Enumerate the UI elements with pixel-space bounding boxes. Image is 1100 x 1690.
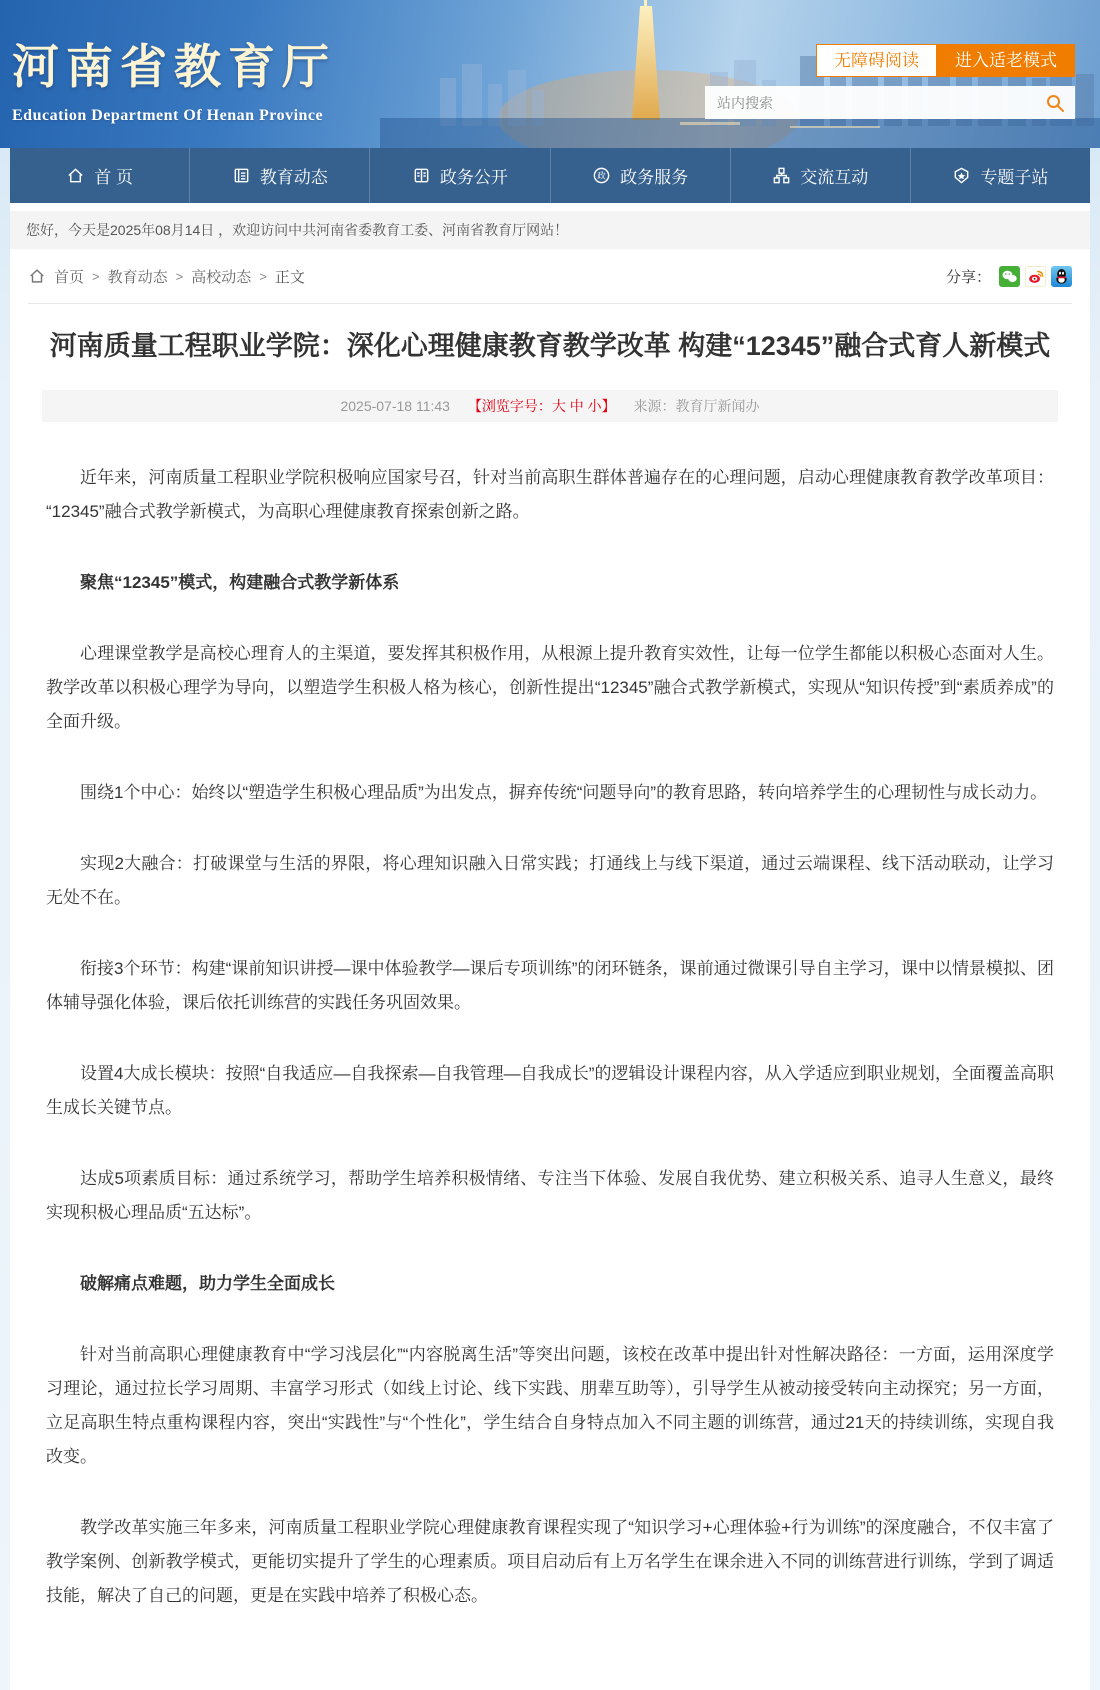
breadcrumb-trail — [28, 266, 305, 287]
greeting-text: 您好，今天是2025年08月14日 ，欢迎访问中共河南省委教育工委、河南省教育厅网站！ — [26, 222, 569, 238]
breadcrumb-item-education-news[interactable]: 教育动态 — [107, 268, 168, 286]
section-subtitle: 聚焦“12345”模式，构建融合式教学新体系 — [80, 572, 400, 592]
breadcrumb-home-icon[interactable] — [28, 267, 46, 285]
paragraph: 心理课堂教学是高校心理育人的主渠道，要发挥其积极作用，从根源上提升教育实效性，让每一位学生都能以积极心态面对人生。教学改革以积极心理学为导向，以塑造学生积极人格为核心，创新性提出“12345”融合式教学新模式，实现从“知识传授”到“素质养成”的全面升级。 — [46, 643, 1054, 731]
nav-label: 政务服务 — [620, 168, 689, 187]
search-icon[interactable] — [1045, 93, 1065, 113]
nav-item-interaction[interactable] — [731, 148, 911, 203]
nav-item-education-news[interactable] — [190, 148, 370, 203]
banner-tools — [705, 44, 1075, 119]
site-search-box — [705, 86, 1075, 119]
wechat-share-icon[interactable] — [999, 266, 1020, 287]
site-logo-english: Education Department Of Henan Province — [12, 107, 324, 124]
article-source: 来源：教育厅新闻办 — [633, 397, 760, 414]
share-bar — [946, 266, 1072, 287]
weibo-share-icon[interactable] — [1025, 266, 1046, 287]
nav-item-gov-open[interactable] — [370, 148, 550, 203]
site-banner — [0, 0, 1100, 148]
nav-label: 首 页 — [94, 168, 133, 187]
gov-service-icon — [592, 166, 611, 185]
nav-item-home[interactable] — [10, 148, 190, 203]
breadcrumb-item-current: 正文 — [274, 268, 305, 286]
paragraph: 设置4大成长模块：按照“自我适应—自我探索—自我管理—自我成长”的逻辑设计课程内容，从入学适应到职业规划，全面覆盖高职生成长关键节点。 — [46, 1063, 1054, 1117]
nav-label: 专题子站 — [980, 168, 1049, 187]
paragraph: 围绕1个中心：始终以“塑造学生积极心理品质”为出发点，摒弃传统“问题导向”的教育思路，转向培养学生的心理韧性与成长动力。 — [80, 782, 1048, 802]
paragraph: 衔接3个环节：构建“课前知识讲授—课中体验教学—课后专项训练”的闭环链条，课前通过微课引导自主学习，课中以情景模拟、团体辅导强化体验，课后依托训练营的实践任务巩固效果。 — [46, 958, 1054, 1012]
article-meta-bar — [42, 390, 1058, 422]
gov-open-icon — [412, 166, 431, 185]
article — [28, 303, 1072, 1613]
news-icon — [232, 166, 251, 185]
font-size-switcher[interactable]: 【浏览字号：大 中 小】 — [467, 397, 616, 414]
article-body — [42, 422, 1058, 1613]
content-container — [10, 148, 1090, 1690]
paragraph: 近年来，河南质量工程职业学院积极响应国家号召，针对当前高职生群体普遍存在的心理问题，启动心理健康教育教学改革项目：“12345”融合式教学新模式，为高职心理健康教育探索创新之路。 — [46, 467, 1054, 521]
banner-buttons — [705, 44, 1075, 77]
site-logo-block — [12, 30, 336, 125]
qq-share-icon[interactable] — [1051, 266, 1072, 287]
site-logo: 河南省教育厅 — [12, 42, 336, 94]
nav-label: 交流互动 — [800, 168, 869, 187]
greeting-bar — [10, 211, 1090, 249]
paragraph: 达成5项素质目标：通过系统学习，帮助学生培养积极情绪、专注当下体验、发展自我优势、建立积极关系、追寻人生意义，最终实现积极心理品质“五达标”。 — [46, 1168, 1054, 1222]
breadcrumb-item-university-news[interactable]: 高校动态 — [191, 268, 252, 286]
interact-icon — [772, 166, 791, 185]
article-title: 河南质量工程职业学院：深化心理健康教育教学改革 构建“12345”融合式育人新模式 — [49, 331, 1051, 361]
nav-label: 政务公开 — [439, 168, 508, 187]
svg-text:政: 政 — [597, 170, 606, 181]
home-icon — [66, 166, 85, 185]
breadcrumb-separator: > — [175, 268, 184, 284]
paragraph: 教学改革实施三年多来，河南质量工程职业学院心理健康教育课程实现了“知识学习+心理体验+行为训练”的深度融合，不仅丰富了教学案例、创新教学模式，更能切实提升了学生的心理素质。项目启动后有上万名学生在课余进入不同的训练营进行训练，学到了调适技能，解决了自己的问题，更是在实践中培养了积极心态。 — [46, 1517, 1054, 1605]
breadcrumb-item-home[interactable]: 首页 — [54, 268, 85, 286]
share-label: 分享： — [945, 268, 991, 286]
section-subtitle: 破解痛点难题，助力学生全面成长 — [80, 1273, 335, 1293]
breadcrumb — [10, 249, 1090, 303]
main-nav — [10, 148, 1090, 203]
nav-item-subsites[interactable] — [911, 148, 1090, 203]
elder-mode-button[interactable]: 进入适老模式 — [937, 44, 1075, 77]
accessibility-reading-button[interactable]: 无障碍阅读 — [816, 44, 937, 77]
search-input[interactable] — [717, 95, 1045, 111]
breadcrumb-separator: > — [259, 268, 267, 284]
nav-label: 教育动态 — [259, 168, 328, 187]
breadcrumb-separator: > — [92, 268, 100, 284]
paragraph: 实现2大融合：打破课堂与生活的界限，将心理知识融入日常实践；打通线上与线下渠道，通过云端课程、线下活动联动，让学习无处不在。 — [46, 853, 1054, 907]
subsite-icon — [952, 166, 971, 185]
publish-datetime: 2025-07-18 11:43 — [340, 397, 450, 414]
paragraph: 针对当前高职心理健康教育中“学习浅层化”“内容脱离生活”等突出问题，该校在改革中提出针对性解决路径：一方面，运用深度学习理论，通过拉长学习周期、丰富学习形式（如线上讨论、线下实践、朋辈互助等），引导学生从被动接受转向主动探究；另一方面，立足高职生特点重构课程内容，突出“实践性”与“个性化”，学生结合自身特点加入不同主题的训练营，通过21天的持续训练，实现自我改变。 — [46, 1344, 1054, 1466]
nav-item-gov-service[interactable] — [551, 148, 731, 203]
